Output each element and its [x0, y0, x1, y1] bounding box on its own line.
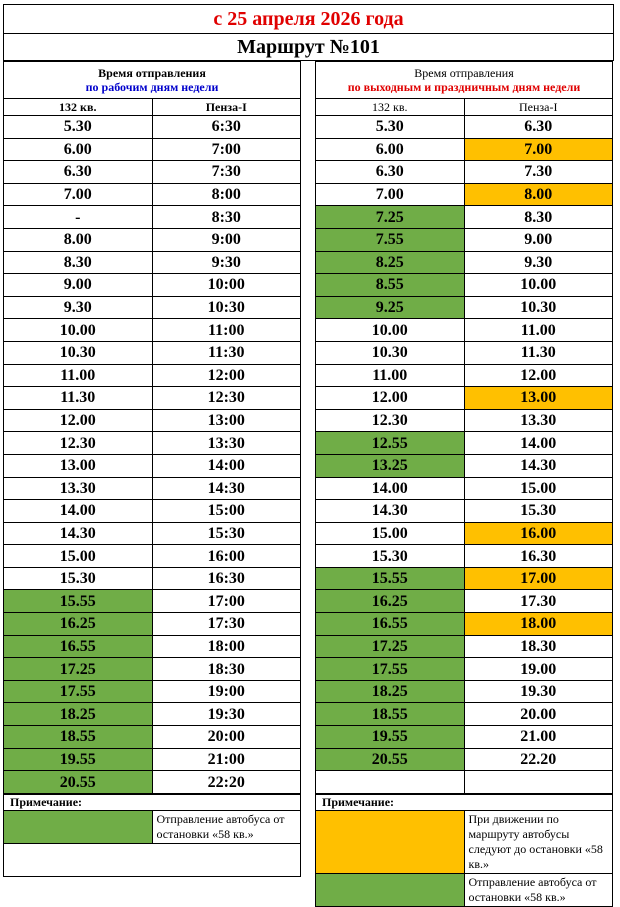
table-row: [4, 635, 301, 658]
weekday-column-headers: [4, 99, 301, 116]
departure-132-kv: 5.30: [4, 116, 153, 139]
table-row: [316, 680, 613, 703]
departure-penza-1: 19.30: [464, 680, 613, 703]
departure-penza-1: 19:00: [152, 680, 301, 703]
departure-132-kv: 6.30: [4, 161, 153, 184]
departure-penza-1: 13.30: [464, 409, 613, 432]
departure-132-kv: 18.55: [4, 726, 153, 749]
table-row: [4, 138, 301, 161]
departure-132-kv: 18.25: [316, 680, 465, 703]
table-row: [4, 613, 301, 636]
table-row: [4, 500, 301, 523]
table-row: [316, 341, 613, 364]
departure-132-kv: 13.00: [4, 454, 153, 477]
departure-132-kv: 17.55: [316, 658, 465, 681]
departure-penza-1: 18.00: [464, 613, 613, 636]
departure-132-kv: 8.25: [316, 251, 465, 274]
departure-penza-1: 7:30: [152, 161, 301, 184]
departure-132-kv: 17.55: [4, 680, 153, 703]
table-row: [316, 206, 613, 229]
legend-text: Отправление автобуса от остановки «58 кв.»: [152, 810, 301, 843]
table-row: [316, 319, 613, 342]
legend-swatch: [316, 873, 465, 906]
table-row: [316, 635, 613, 658]
table-row: [316, 658, 613, 681]
table-row: [316, 454, 613, 477]
route-title: Маршрут №101: [3, 33, 614, 61]
weekday-notes: [3, 794, 301, 877]
departure-132-kv: 8.30: [4, 251, 153, 274]
table-row: [316, 545, 613, 568]
weekday-header-line1: Время отправления: [98, 66, 206, 80]
departure-penza-1: 20:00: [152, 726, 301, 749]
departure-penza-1: 11:00: [152, 319, 301, 342]
departure-penza-1: 9:30: [152, 251, 301, 274]
table-row: [4, 545, 301, 568]
table-row: [4, 477, 301, 500]
departure-penza-1: 9.30: [464, 251, 613, 274]
timetable-columns: [3, 61, 614, 904]
table-row: [316, 251, 613, 274]
departure-132-kv: 20.55: [4, 771, 153, 794]
table-row: [4, 771, 301, 794]
weekend-header-line1: Время отправления: [414, 66, 514, 80]
table-row: [316, 228, 613, 251]
departure-penza-1: 12:30: [152, 387, 301, 410]
table-row: [4, 680, 301, 703]
table-row: [4, 387, 301, 410]
departure-penza-1: 21.00: [464, 726, 613, 749]
departure-132-kv: 14.00: [4, 500, 153, 523]
legend-item: [316, 873, 613, 906]
departure-penza-1: 9.00: [464, 228, 613, 251]
page-title: с 25 апреля 2026 года: [3, 4, 614, 33]
departure-132-kv: 10.30: [316, 341, 465, 364]
table-row: [316, 274, 613, 297]
departure-penza-1: 13.00: [464, 387, 613, 410]
table-row: [4, 274, 301, 297]
weekday-header-cell: [4, 62, 301, 99]
departure-132-kv: 16.55: [316, 613, 465, 636]
departure-132-kv: 5.30: [316, 116, 465, 139]
departure-penza-1: 7:00: [152, 138, 301, 161]
departure-132-kv: 15.55: [316, 567, 465, 590]
departure-penza-1: 13:00: [152, 409, 301, 432]
departure-132-kv: 9.30: [4, 296, 153, 319]
departure-132-kv: 12.55: [316, 432, 465, 455]
weekend-header: [316, 62, 613, 99]
departure-penza-1: 17.00: [464, 567, 613, 590]
departure-penza-1: 21:00: [152, 748, 301, 771]
departure-132-kv: 14.00: [316, 477, 465, 500]
legend-text: Отправление автобуса от остановки «58 кв.»: [464, 873, 613, 906]
departure-132-kv: 6.00: [316, 138, 465, 161]
departure-penza-1: 7.00: [464, 138, 613, 161]
weekend-col2-header: Пенза-I: [464, 99, 613, 116]
departure-penza-1: 17:00: [152, 590, 301, 613]
departure-penza-1: 12:00: [152, 364, 301, 387]
table-row: [316, 522, 613, 545]
table-row: [4, 116, 301, 139]
table-row: [4, 296, 301, 319]
table-row: [4, 590, 301, 613]
weekday-col2-header: Пенза-I: [152, 99, 301, 116]
departure-132-kv: 10.00: [316, 319, 465, 342]
departure-penza-1: 18:30: [152, 658, 301, 681]
table-row: [316, 432, 613, 455]
departure-132-kv: 15.30: [4, 567, 153, 590]
departure-penza-1: 17.30: [464, 590, 613, 613]
departure-132-kv: 17.25: [316, 635, 465, 658]
departure-132-kv: 10.00: [4, 319, 153, 342]
departure-132-kv: [316, 771, 465, 794]
departure-132-kv: 18.55: [316, 703, 465, 726]
departure-132-kv: 10.30: [4, 341, 153, 364]
weekend-notes: [315, 794, 613, 907]
departure-penza-1: 6:30: [152, 116, 301, 139]
table-row: [316, 477, 613, 500]
table-row: [4, 703, 301, 726]
table-row: [4, 726, 301, 749]
departure-132-kv: 12.30: [4, 432, 153, 455]
departure-penza-1: 10:30: [152, 296, 301, 319]
departure-penza-1: 16:30: [152, 567, 301, 590]
departure-132-kv: 14.30: [316, 500, 465, 523]
departure-penza-1: 8.00: [464, 183, 613, 206]
departure-penza-1: 15:00: [152, 500, 301, 523]
table-row: [316, 590, 613, 613]
weekday-panel: [3, 61, 301, 877]
table-row: [4, 658, 301, 681]
departure-penza-1: 13:30: [152, 432, 301, 455]
weekend-note-title: Примечание:: [316, 794, 613, 810]
weekday-header-line2: по рабочим дням недели: [85, 80, 219, 94]
departure-penza-1: 16:00: [152, 545, 301, 568]
departure-132-kv: 19.55: [316, 726, 465, 749]
departure-penza-1: 8:00: [152, 183, 301, 206]
departure-penza-1: 12.00: [464, 364, 613, 387]
departure-penza-1: 11.30: [464, 341, 613, 364]
departure-132-kv: 15.00: [316, 522, 465, 545]
table-row: [4, 454, 301, 477]
table-row: [316, 771, 613, 794]
departure-132-kv: 20.55: [316, 748, 465, 771]
table-row: [4, 319, 301, 342]
departure-132-kv: 8.55: [316, 274, 465, 297]
departure-penza-1: 18:00: [152, 635, 301, 658]
departure-penza-1: 14.30: [464, 454, 613, 477]
weekday-header: [4, 62, 301, 99]
weekend-note-header: [316, 794, 613, 810]
departure-132-kv: 8.00: [4, 228, 153, 251]
departure-penza-1: 19.00: [464, 658, 613, 681]
departure-penza-1: 15.00: [464, 477, 613, 500]
timetable-sheet: [3, 4, 614, 904]
legend-text: При движении по маршруту автобусы следуют до остановки «58 кв.»: [464, 810, 613, 873]
departure-penza-1: 10.00: [464, 274, 613, 297]
table-row: [4, 364, 301, 387]
departure-132-kv: 6.00: [4, 138, 153, 161]
departure-132-kv: 16.55: [4, 635, 153, 658]
table-row: [316, 296, 613, 319]
table-row: [4, 409, 301, 432]
table-row: [4, 251, 301, 274]
weekend-table: [315, 61, 613, 794]
departure-132-kv: 9.00: [4, 274, 153, 297]
departure-132-kv: 11.00: [4, 364, 153, 387]
departure-132-kv: 7.55: [316, 228, 465, 251]
departure-132-kv: 15.30: [316, 545, 465, 568]
departure-penza-1: 7.30: [464, 161, 613, 184]
departure-132-kv: 7.25: [316, 206, 465, 229]
departure-132-kv: 19.55: [4, 748, 153, 771]
table-row: [4, 522, 301, 545]
table-row: [4, 183, 301, 206]
table-row: [4, 432, 301, 455]
table-row: [4, 161, 301, 184]
departure-132-kv: 11.30: [4, 387, 153, 410]
table-row: [316, 116, 613, 139]
table-row: [316, 500, 613, 523]
departure-132-kv: 16.25: [4, 613, 153, 636]
table-row: [4, 748, 301, 771]
table-row: [316, 726, 613, 749]
departure-penza-1: 14:00: [152, 454, 301, 477]
departure-132-kv: 7.00: [316, 183, 465, 206]
weekend-column-headers: [316, 99, 613, 116]
departure-132-kv: 14.30: [4, 522, 153, 545]
departure-132-kv: -: [4, 206, 153, 229]
weekend-header-cell: [316, 62, 613, 99]
departure-132-kv: 13.30: [4, 477, 153, 500]
departure-penza-1: 17:30: [152, 613, 301, 636]
departure-132-kv: 12.00: [316, 387, 465, 410]
departure-penza-1: 19:30: [152, 703, 301, 726]
weekday-note-header: [4, 794, 301, 810]
departure-132-kv: 16.25: [316, 590, 465, 613]
weekend-header-line2: по выходным и праздничным дням недели: [347, 80, 581, 94]
table-row: [316, 567, 613, 590]
departure-penza-1: 8:30: [152, 206, 301, 229]
departure-132-kv: 9.25: [316, 296, 465, 319]
departure-penza-1: 6.30: [464, 116, 613, 139]
departure-penza-1: 11.00: [464, 319, 613, 342]
departure-132-kv: 6.30: [316, 161, 465, 184]
table-row: [316, 748, 613, 771]
weekday-note-title: Примечание:: [4, 794, 301, 810]
departure-132-kv: 18.25: [4, 703, 153, 726]
departure-penza-1: 18.30: [464, 635, 613, 658]
table-row: [316, 409, 613, 432]
table-row: [4, 228, 301, 251]
departure-132-kv: 7.00: [4, 183, 153, 206]
departure-penza-1: 10.30: [464, 296, 613, 319]
table-row: [4, 206, 301, 229]
departure-penza-1: 9:00: [152, 228, 301, 251]
legend-spacer: [4, 843, 301, 876]
departure-132-kv: 11.00: [316, 364, 465, 387]
legend-item: [316, 810, 613, 873]
departure-penza-1: 16.00: [464, 522, 613, 545]
legend-spacer-row: [4, 843, 301, 876]
table-row: [4, 341, 301, 364]
departure-penza-1: 15.30: [464, 500, 613, 523]
departure-penza-1: 10:00: [152, 274, 301, 297]
table-row: [316, 364, 613, 387]
departure-132-kv: 15.00: [4, 545, 153, 568]
departure-132-kv: 12.30: [316, 409, 465, 432]
departure-penza-1: 11:30: [152, 341, 301, 364]
weekday-col1-header: 132 кв.: [4, 99, 153, 116]
departure-penza-1: 22.20: [464, 748, 613, 771]
legend-swatch: [4, 810, 153, 843]
weekday-table: [3, 61, 301, 794]
table-row: [316, 161, 613, 184]
table-row: [316, 183, 613, 206]
weekend-col1-header: 132 кв.: [316, 99, 465, 116]
departure-penza-1: 8.30: [464, 206, 613, 229]
table-row: [316, 138, 613, 161]
departure-penza-1: [464, 771, 613, 794]
legend-swatch: [316, 810, 465, 873]
departure-132-kv: 15.55: [4, 590, 153, 613]
departure-penza-1: 20.00: [464, 703, 613, 726]
departure-132-kv: 12.00: [4, 409, 153, 432]
departure-132-kv: 17.25: [4, 658, 153, 681]
departure-penza-1: 14:30: [152, 477, 301, 500]
weekend-panel: [315, 61, 613, 907]
departure-penza-1: 16.30: [464, 545, 613, 568]
departure-penza-1: 22:20: [152, 771, 301, 794]
legend-item: [4, 810, 301, 843]
table-row: [4, 567, 301, 590]
table-row: [316, 703, 613, 726]
departure-132-kv: 13.25: [316, 454, 465, 477]
table-row: [316, 387, 613, 410]
departure-penza-1: 15:30: [152, 522, 301, 545]
table-row: [316, 613, 613, 636]
departure-penza-1: 14.00: [464, 432, 613, 455]
